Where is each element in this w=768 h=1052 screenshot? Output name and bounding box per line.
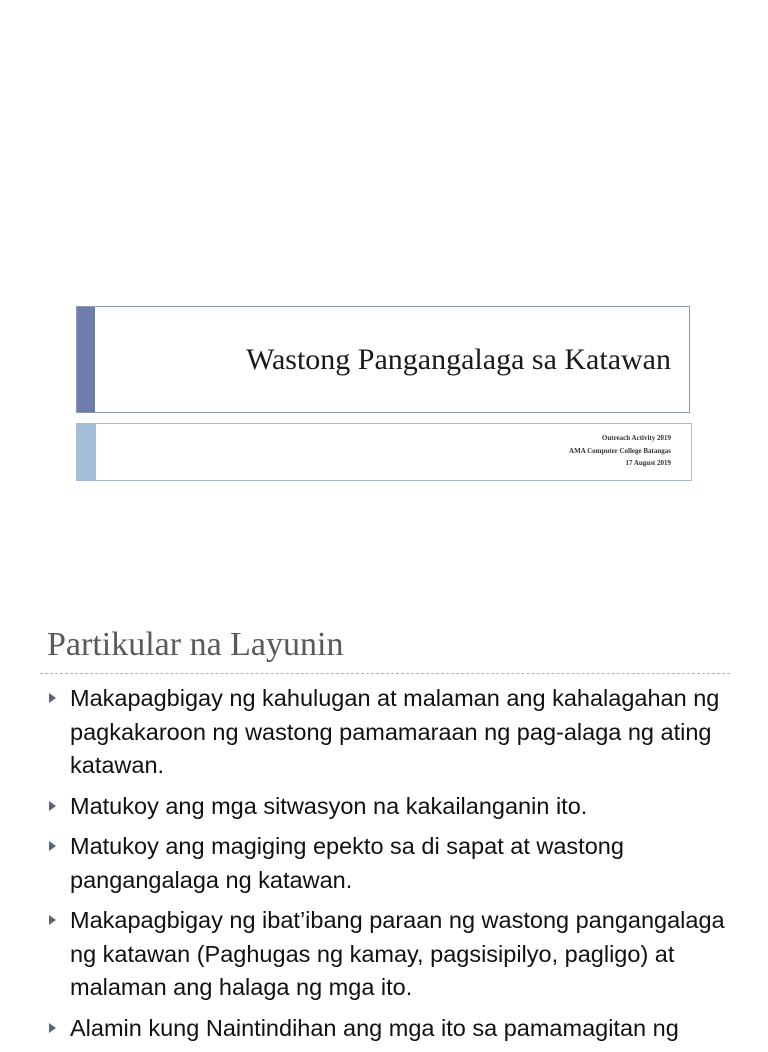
triangle-bullet-icon bbox=[49, 801, 56, 811]
title-divider bbox=[40, 673, 730, 674]
subtitle-accent-bar bbox=[77, 424, 96, 480]
objectives-list bbox=[47, 682, 737, 1052]
objectives-title: Partikular na Layunin bbox=[47, 626, 344, 663]
bullet-text: Matukoy ang mga sitwasyon na kakailanganin ito. bbox=[70, 792, 588, 819]
subtitle-box bbox=[76, 423, 692, 481]
subtitle-lines bbox=[569, 432, 671, 470]
subtitle-line-school: AMA Computer College Batangas bbox=[569, 446, 671, 455]
slide-title: Wastong Pangangalaga sa Katawan bbox=[246, 342, 671, 376]
subtitle-line-activity: Outreach Activity 2019 bbox=[601, 434, 671, 442]
triangle-bullet-icon bbox=[49, 841, 56, 851]
triangle-bullet-icon bbox=[49, 693, 56, 703]
list-item bbox=[47, 1012, 737, 1046]
bullet-text: Makapagbigay ng kahulugan at malaman ang kahalagahan ng pagkakaroon ng wastong pamamaraan ng pag-alaga ng ating katawan. bbox=[70, 685, 720, 778]
list-item bbox=[47, 830, 737, 897]
bullet-text: Makapagbigay ng ibat’ibang paraan ng wastong pangangalaga ng katawan (Paghugas ng kamay, pagsisipilyo, pagligo) at malaman ang halaga ng mga ito. bbox=[70, 907, 725, 1000]
bullet-text: Alamin kung Naintindihan ang mga ito sa pamamagitan ng bbox=[70, 1014, 679, 1041]
triangle-bullet-icon bbox=[49, 1023, 56, 1033]
list-item bbox=[47, 682, 737, 783]
triangle-bullet-icon bbox=[49, 915, 56, 925]
objectives-slide bbox=[0, 604, 768, 1041]
bullet-text: Matukoy ang magiging epekto sa di sapat at wastong pangangalaga ng katawan. bbox=[70, 833, 624, 893]
title-accent-bar bbox=[77, 307, 95, 412]
list-item bbox=[47, 790, 737, 824]
title-box bbox=[76, 306, 690, 413]
subtitle-line-date: 17 August 2019 bbox=[625, 459, 671, 467]
list-item bbox=[47, 904, 737, 1005]
